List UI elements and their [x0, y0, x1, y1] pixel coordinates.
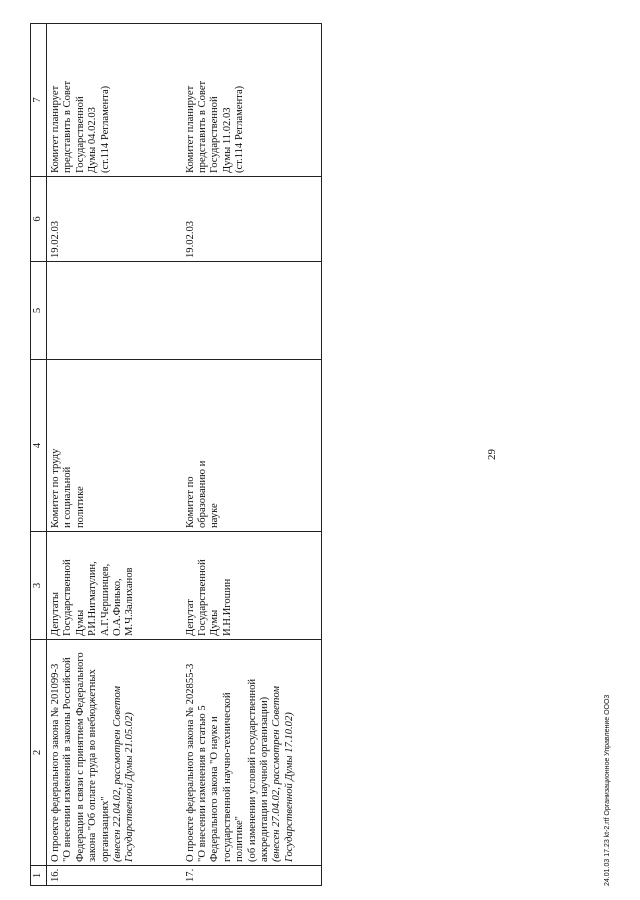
comment-line: Государственной — [74, 96, 86, 173]
bill-title-line: Федерального закона "О науке и — [209, 716, 221, 862]
page-number: 29 — [486, 449, 498, 460]
document-footer: 24.01.03 17.23 kt-2.rtf Организационное Управление ООО3 — [604, 694, 611, 886]
committee-line: образованию и — [196, 460, 208, 528]
comment-line: Комитет планирует — [184, 85, 196, 173]
bill-note-line: Государственной Думы 17.10.02) — [283, 712, 295, 862]
bill-title-cell — [47, 640, 182, 866]
author-line: Думы — [209, 609, 221, 636]
comment-line: (ст.114 Регламента) — [99, 85, 111, 173]
column-header: 1 — [31, 866, 47, 886]
committee-cell — [182, 360, 322, 532]
column-5-cell — [47, 262, 182, 360]
comment-line: Думы 04.02.03 — [87, 107, 99, 173]
bill-title-line: политике" — [234, 816, 246, 862]
comment-line: представить в Совет — [62, 80, 74, 173]
bill-title-cell — [182, 640, 322, 866]
bill-note-line: (внесен 22.04.02, рассмотрен Советом — [112, 686, 124, 862]
bill-title-line: Федерации в связи с принятием Федерального — [74, 652, 86, 862]
column-5-cell — [182, 262, 322, 360]
author-line: М.Ч.Залиханов — [124, 567, 136, 636]
author-line: Государственной — [62, 559, 74, 636]
committee-line: науке — [209, 503, 221, 528]
author-line: О.А.Финько, — [112, 578, 124, 636]
column-header: 7 — [31, 24, 47, 177]
committee-line: и социальной — [62, 466, 74, 528]
authors-cell — [47, 532, 182, 640]
date-cell: 19.02.03 — [47, 177, 182, 262]
column-number-header-row — [31, 24, 47, 886]
column-header: 3 — [31, 532, 47, 640]
bill-title-line: организациях" — [99, 796, 111, 862]
comment-line: Государственной — [209, 96, 221, 173]
bill-note-line: Государственной Думы 21.05.02) — [124, 712, 136, 862]
bill-title-line: "О внесении изменений в законы Российской — [62, 657, 74, 862]
comment-line: (ст.114 Регламента) — [234, 85, 246, 173]
author-line: Думы — [74, 609, 86, 636]
bill-title-line: аккредитации научной организации) — [258, 696, 270, 862]
authors-cell — [182, 532, 322, 640]
comment-line: представить в Совет — [196, 80, 208, 173]
comment-cell — [47, 24, 182, 177]
comment-cell — [182, 24, 322, 177]
author-line: Депутат — [184, 599, 196, 636]
bill-title-line: закона "Об оплате труда во внебюджетных — [87, 669, 99, 862]
row-number: 17. — [182, 866, 322, 886]
bill-title-line: О проекте федерального закона № 202855-3 — [184, 663, 196, 862]
bills-table — [30, 23, 322, 886]
date-cell: 19.02.03 — [182, 177, 322, 262]
committee-line: Комитет по — [184, 476, 196, 528]
committee-cell — [47, 360, 182, 532]
author-line: И.Н.Игошин — [221, 578, 233, 636]
author-line: Государственной — [196, 559, 208, 636]
column-header: 5 — [31, 262, 47, 360]
author-line: А.Г.Чершинцев, — [99, 563, 111, 636]
bill-title-line: государственной научно-технической — [221, 692, 233, 862]
table-row — [182, 24, 322, 886]
author-line: Р.И.Нигматулин, — [87, 561, 99, 636]
column-header: 2 — [31, 640, 47, 866]
column-header: 4 — [31, 360, 47, 532]
column-header: 6 — [31, 177, 47, 262]
bill-title-line: О проекте федерального закона № 201099-3 — [50, 663, 61, 862]
committee-line: Комитет по труду — [50, 448, 61, 528]
table-row — [47, 24, 182, 886]
bill-title-line: (об изменении условий государственной — [246, 678, 258, 862]
row-number: 16. — [47, 866, 182, 886]
comment-line: Комитет планирует — [50, 85, 61, 173]
bill-note-line: (внесен 27.04.02, рассмотрен Советом — [271, 686, 283, 862]
committee-line: политике — [74, 486, 86, 528]
bill-title-line: "О внесении изменения в статью 5 — [196, 705, 208, 862]
comment-line: Думы 11.02.03 — [221, 107, 233, 173]
author-line: Депутаты — [50, 592, 61, 636]
